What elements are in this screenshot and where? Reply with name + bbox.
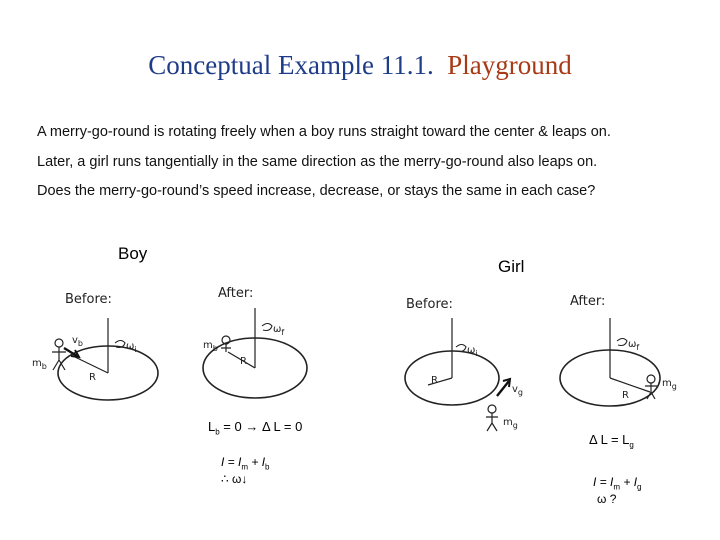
boy-figure-icon <box>55 339 63 347</box>
problem-line-3: Does the merry-go-round’s speed increase, decrease, or stays the same in each case? <box>37 183 596 199</box>
velocity-subscript: b <box>77 339 83 348</box>
velocity-symbol: v <box>512 384 518 395</box>
girl-eq2-sub-g: g <box>637 482 642 492</box>
title-prefix: Conceptual Example 11.1. <box>148 50 434 80</box>
radius-label: R <box>240 356 247 367</box>
girl-after-sketch <box>560 294 677 406</box>
girl-eq2-lhs: I = I <box>593 475 614 489</box>
svg-text:ωf <box>628 339 639 352</box>
mass-subscript: b <box>41 362 47 371</box>
omega-symbol: ω <box>126 341 135 352</box>
boy-before-caption: Before: <box>65 292 112 307</box>
boy-eq1-sub: b <box>215 427 220 437</box>
omega-symbol: ω <box>273 324 282 335</box>
boy-label: Boy <box>118 244 148 263</box>
problem-line-1: A merry-go-round is rotating freely when a boy runs straight toward the center & leaps on. <box>37 124 611 140</box>
radius-label: R <box>89 372 96 383</box>
velocity-symbol: v <box>72 335 78 346</box>
girl-before-caption: Before: <box>406 297 453 312</box>
girl-eq2-sub-m: m <box>613 482 621 492</box>
girl-before-sketch <box>405 297 523 431</box>
omega-symbol: ω <box>467 345 476 356</box>
radius-label: R <box>622 390 629 401</box>
problem-line-2: Later, a girl runs tangentially in the same direction as the merry-go-round also leaps on. <box>37 154 598 170</box>
boy-after-sketch <box>203 286 307 398</box>
svg-text:ωi <box>126 341 137 354</box>
omega-subscript: i <box>475 349 478 358</box>
velocity-subscript: g <box>517 388 523 397</box>
girl-momentum-equation <box>589 432 634 449</box>
svg-text:ωf <box>273 324 284 337</box>
omega-final-subscript: f <box>636 343 640 352</box>
girl-figure-icon <box>488 405 496 413</box>
boy-inertia-equation <box>221 455 269 471</box>
boy-eq2-sub-m: m <box>241 462 249 472</box>
svg-text:mb <box>203 340 218 353</box>
boy-eq2-lhs: I = I <box>221 455 242 469</box>
girl-label: Girl <box>498 257 525 276</box>
omega-final-subscript: f <box>281 328 285 337</box>
mass-symbol: m <box>32 358 42 369</box>
boy-before-sketch <box>32 292 158 400</box>
girl-eq1-main: Δ L = L <box>589 432 630 447</box>
mass-symbol: m <box>503 417 513 428</box>
svg-text:mg <box>503 417 518 430</box>
svg-text:vg <box>512 384 523 397</box>
girl-inertia-equation <box>593 475 641 491</box>
girl-conclusion: ω ? <box>597 492 617 506</box>
boy-eq1-rest: = 0 → Δ L = 0 <box>219 419 303 434</box>
rotation-arrow-icon <box>262 324 272 331</box>
svg-text:vb <box>72 335 83 348</box>
mass-symbol: m <box>662 378 672 389</box>
girl-eq1-sub: g <box>629 440 634 450</box>
boy-eq1-main: L <box>208 419 216 434</box>
boy-eq2-sub-b: b <box>265 462 270 472</box>
girl-figure-icon <box>647 375 655 383</box>
omega-subscript: i <box>134 345 137 354</box>
mass-symbol: m <box>203 340 213 351</box>
boy-conclusion: ∴ ω↓ <box>221 472 248 486</box>
mass-subscript: b <box>212 344 218 353</box>
svg-text:ωi <box>467 345 478 358</box>
svg-text:mb <box>32 358 47 371</box>
boy-after-caption: After: <box>218 286 254 301</box>
radius-label: R <box>431 375 438 386</box>
boy-momentum-equation <box>208 419 302 436</box>
boy-eq2-plus: + I <box>248 455 266 469</box>
mass-subscript: g <box>512 421 518 430</box>
rotation-arrow-icon <box>617 339 627 346</box>
mass-subscript: g <box>671 382 677 391</box>
omega-symbol: ω <box>628 339 637 350</box>
svg-text:mg <box>662 378 677 391</box>
radius-line <box>75 357 108 373</box>
title-highlight: Playground <box>447 50 572 80</box>
girl-eq2-plus: + I <box>620 475 638 489</box>
girl-after-caption: After: <box>570 294 606 309</box>
